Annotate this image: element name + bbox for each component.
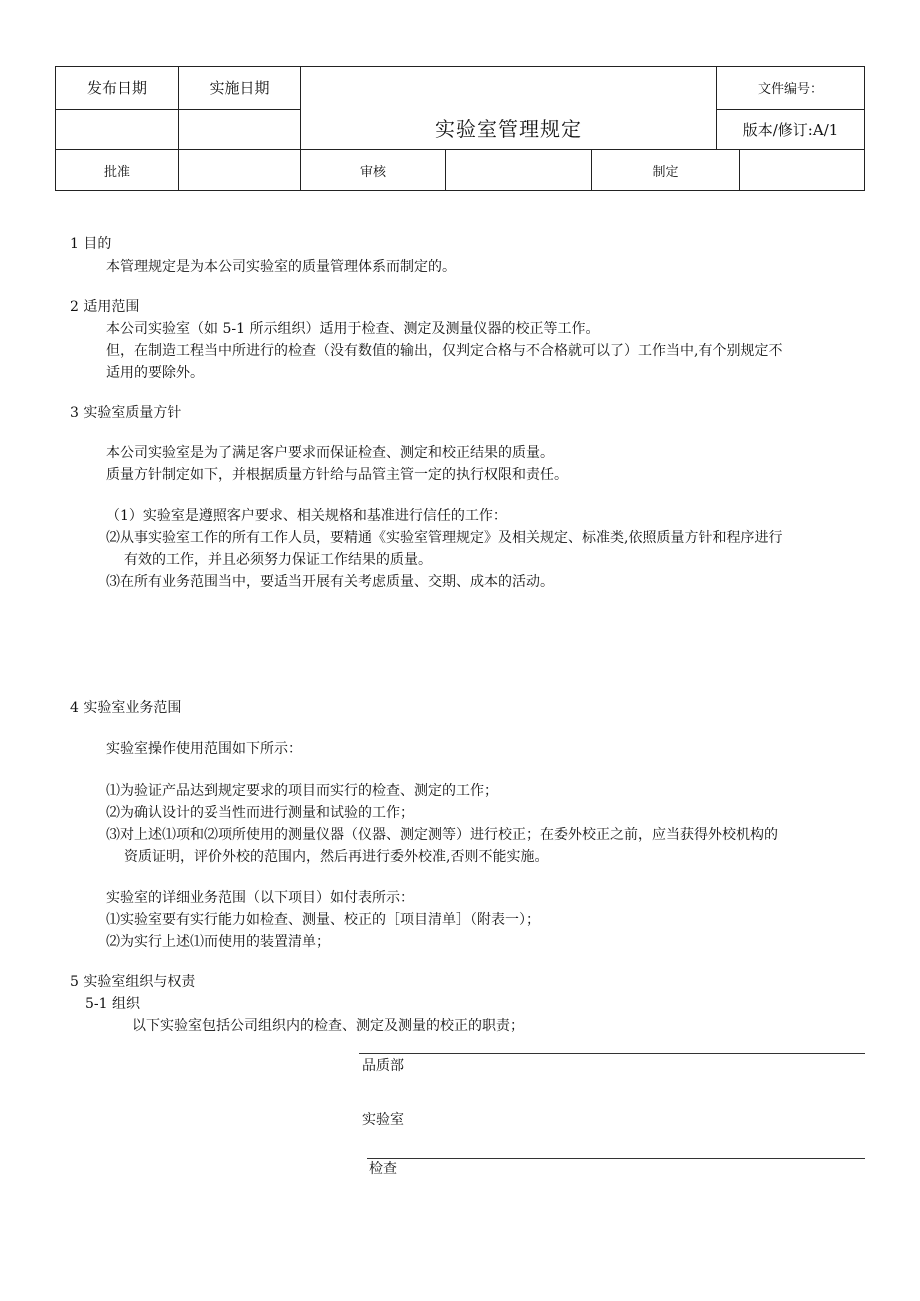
section-4-item-3-cont: 资质证明，评价外校的范围内，然后再进行委外校准,否则不能实施。 <box>124 849 549 865</box>
review-value <box>446 150 592 191</box>
effective-date-value <box>179 109 301 150</box>
section-1-paragraph: 本管理规定是为本公司实验室的质量管理体系而制定的。 <box>106 259 456 275</box>
section-5-paragraph-1: 以下实验室包括公司组织内的检查、测定及测量的校正的职责； <box>132 1018 524 1034</box>
effective-date-label: 实施日期 <box>179 67 301 110</box>
org-dept-label: 品质部 <box>362 1058 404 1074</box>
section-4-paragraph-1: 实验室操作使用范围如下所示： <box>106 741 302 757</box>
release-date-label: 发布日期 <box>56 67 179 110</box>
section-4-detail-2: ⑵为实行上述⑴而使用的装置清单； <box>106 934 330 950</box>
section-3-item-1: （1）实验室是遵照客户要求、相关规格和基准进行信任的工作： <box>106 508 507 524</box>
org-chart-top-line <box>359 1053 865 1054</box>
doc-number-label: 文件编号： <box>717 67 865 110</box>
section-4-item-1: ⑴为验证产品达到规定要求的项目而实行的检查、测定的工作； <box>106 783 498 799</box>
section-3-paragraph-2: 质量方针制定如下，并根据质量方针给与品管主管一定的执行权限和责任。 <box>106 467 568 483</box>
section-5-title: 5 实验室组织与权责 <box>70 974 196 990</box>
section-2-paragraph-2-cont: 适用的要除外。 <box>106 365 204 381</box>
prepare-value <box>740 150 865 191</box>
section-4-item-2: ⑵为确认设计的妥当性而进行测量和试验的工作； <box>106 805 414 821</box>
section-3-item-2: ⑵从事实验室工作的所有工作人员，要精通《实验室管理规定》及相关规定、标准类,依照质量方针和程序进行 <box>106 530 783 546</box>
section-2-title: 2 适用范围 <box>70 299 140 315</box>
section-1-title: 1 目的 <box>70 236 112 252</box>
document-title <box>301 67 717 150</box>
section-2-paragraph-2: 但，在制造工程当中所进行的检查（没有数值的输出，仅判定合格与不合格就可以了）工作当中,有个别规定不 <box>106 343 783 359</box>
org-inspect-label: 检查 <box>369 1161 397 1177</box>
section-3-item-3: ⑶在所有业务范围当中，要适当开展有关考虑质量、交期、成本的活动。 <box>106 574 554 590</box>
org-lab-label: 实验室 <box>362 1112 404 1128</box>
section-3-item-2-cont: 有效的工作，并且必须努力保证工作结果的质量。 <box>124 552 432 568</box>
section-5-subtitle: 5-1 组织 <box>85 996 140 1012</box>
section-3-title: 3 实验室质量方针 <box>70 405 182 421</box>
section-3-paragraph-1: 本公司实验室是为了满足客户要求而保证检查、测定和校正结果的质量。 <box>106 445 554 461</box>
review-label: 审核 <box>301 150 446 191</box>
document-header-table <box>55 66 865 191</box>
release-date-value <box>56 109 179 150</box>
section-4-item-3: ⑶对上述⑴项和⑵项所使用的测量仪器（仪器、测定测等）进行校正；在委外校正之前，应当获得外校机构的 <box>106 827 778 843</box>
section-4-paragraph-2: 实验室的详细业务范围（以下项目）如付表所示： <box>106 890 414 906</box>
approve-label: 批准 <box>56 150 179 191</box>
section-2-paragraph-1: 本公司实验室（如 5-1 所示组织）适用于检查、测定及测量仪器的校正等工作。 <box>106 321 600 337</box>
org-chart-bottom-line <box>367 1158 865 1159</box>
section-4-title: 4 实验室业务范围 <box>70 700 182 716</box>
approve-value <box>179 150 301 191</box>
version-label: 版本/修订:A/1 <box>717 109 865 150</box>
document-title-text: 实验室管理规定 <box>435 117 582 141</box>
section-4-detail-1: ⑴实验室要有实行能力如检查、测量、校正的［项目清单］（附表一）； <box>106 912 540 928</box>
prepare-label: 制定 <box>592 150 740 191</box>
